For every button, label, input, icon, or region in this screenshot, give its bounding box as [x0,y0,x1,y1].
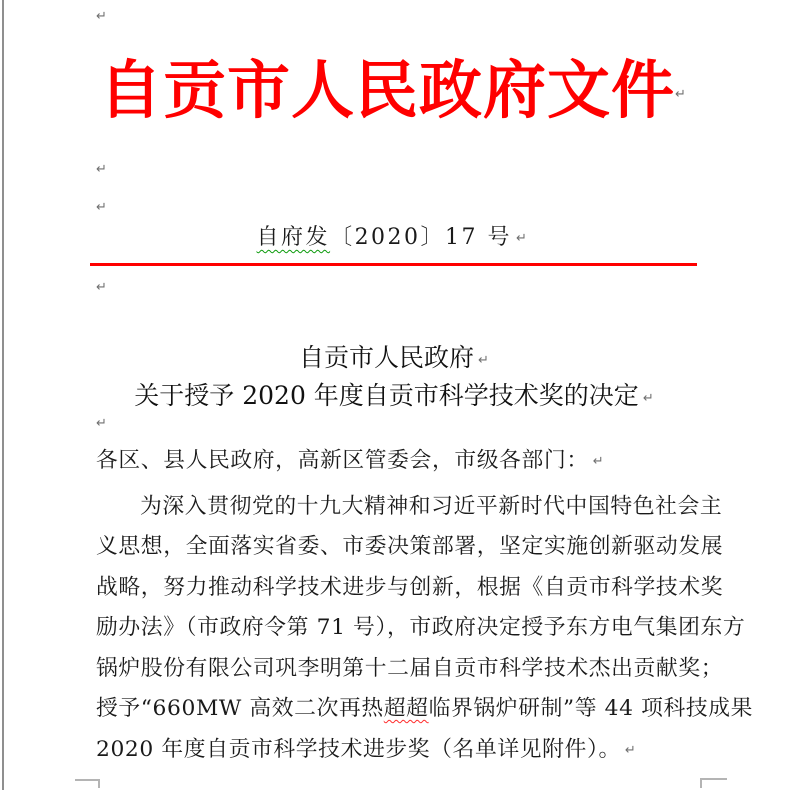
document-number [88,224,698,252]
letterhead-text: 自贡市人民政府文件 [99,53,676,127]
salutation-line [96,448,736,474]
body-text-spellcheck-flagged: 超超 [383,696,429,721]
red-separator-rule [90,263,697,266]
document-title-text1: 自贡市人民政府 [299,343,475,372]
body-text: 义思想，全面落实省委、市委决策部署，坚定实施创新驱动发展 [96,534,724,559]
body-text: 为深入贯彻党的十九大精神和习近平新时代中国特色社会主 [140,494,723,519]
body-text: 战略，努力推动科学技术进步与创新，根据《自贡市科学技术奖 [96,575,724,600]
page-edge-line [2,0,4,790]
body-text-line [96,575,736,601]
body-text: 2020 年度自贡市科学技术进步奖（名单详见附件）。 [96,737,621,762]
body-text: 临界锅炉研制”等 44 项科技成果 [428,696,754,721]
paragraph-mark-icon: ↵ [96,416,107,431]
paragraph-mark-icon: ↵ [96,162,107,177]
paragraph-mark-icon: ↵ [96,200,107,215]
paragraph-mark-icon: ↵ [675,87,687,102]
paragraph-mark-icon: ↵ [642,391,654,406]
paragraph-mark-icon: ↵ [592,454,605,469]
document-title-text2: 关于授予 2020 年度自贡市科学技术奖的决定 [134,381,639,410]
body-text: 锅炉股份有限公司巩李明第十二届自贡市科学技术杰出贡献奖； [96,656,724,681]
document-number-text: 〔2020〕17 号 [330,225,513,250]
body-text: 励办法》（市政府令第 71 号），市政府决定授予东方电气集团东方 [96,615,746,640]
salutation-text: 各区、县人民政府，高新区管委会，市级各部门： [96,448,589,473]
body-text-line [96,737,736,763]
paragraph-mark-icon: ↵ [478,353,489,368]
paragraph-mark-icon: ↵ [96,9,107,24]
paragraph-mark-icon: ↵ [624,743,637,758]
document-title-line1 [88,343,700,373]
text-boundary-mark-icon [75,779,100,788]
body-text-line [96,656,736,682]
document-number-flagged-text: 自府发 [256,225,331,250]
document-title-line2 [88,381,700,411]
letterhead-title [88,44,698,136]
paragraph-mark-icon: ↵ [96,280,107,295]
body-text-line [96,494,780,520]
paragraph-mark-icon: ↵ [516,231,530,246]
body-text: 授予“660MW 高效二次再热 [96,696,384,721]
text-boundary-mark-icon [700,778,727,788]
body-text-line [96,534,736,560]
body-text-line [96,696,754,722]
body-text-line [96,615,746,641]
